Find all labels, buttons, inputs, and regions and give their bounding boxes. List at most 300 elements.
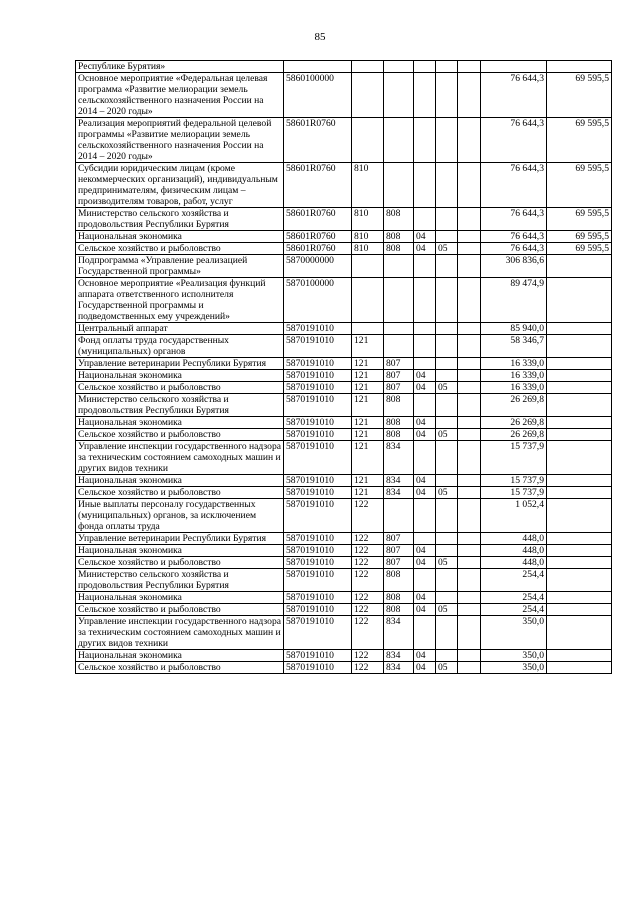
- table-row: [76, 278, 612, 323]
- table-row: [76, 499, 612, 533]
- cell-name: Национальная экономика: [76, 650, 284, 662]
- cell-amount-1: [458, 441, 481, 475]
- cell-amount-1: [458, 61, 481, 73]
- cell-amount-2: 254,4: [481, 604, 547, 616]
- cell-grbs: [384, 335, 414, 358]
- cell-grbs: 807: [384, 557, 414, 569]
- cell-section: 04: [414, 545, 436, 557]
- cell-grbs: 807: [384, 545, 414, 557]
- cell-section: [414, 394, 436, 417]
- cell-amount-1: [458, 73, 481, 118]
- cell-expense-type: [352, 323, 384, 335]
- cell-subsection: [436, 545, 458, 557]
- cell-section: [414, 358, 436, 370]
- table-row: [76, 441, 612, 475]
- cell-name: Министерство сельского хозяйства и продовольствия Республики Бурятия: [76, 208, 284, 231]
- cell-amount-3: [547, 323, 612, 335]
- cell-amount-2: 15 737,9: [481, 487, 547, 499]
- cell-code: 5870191010: [284, 592, 352, 604]
- cell-name: Национальная экономика: [76, 592, 284, 604]
- cell-grbs: 834: [384, 650, 414, 662]
- page-number: 85: [314, 31, 326, 43]
- cell-expense-type: 121: [352, 370, 384, 382]
- cell-grbs: 808: [384, 394, 414, 417]
- cell-subsection: [436, 475, 458, 487]
- cell-section: [414, 255, 436, 278]
- table-row: [76, 650, 612, 662]
- cell-section: 04: [414, 370, 436, 382]
- cell-name: Сельское хозяйство и рыболовство: [76, 604, 284, 616]
- cell-section: 04: [414, 662, 436, 674]
- cell-grbs: [384, 118, 414, 163]
- cell-code: 5870000000: [284, 255, 352, 278]
- cell-expense-type: 121: [352, 394, 384, 417]
- cell-subsection: [436, 417, 458, 429]
- cell-name: Подпрограмма «Управление реализацией Государственной программы»: [76, 255, 284, 278]
- cell-amount-1: [458, 370, 481, 382]
- cell-expense-type: 121: [352, 382, 384, 394]
- cell-amount-3: [547, 441, 612, 475]
- cell-amount-1: [458, 278, 481, 323]
- table-row: [76, 118, 612, 163]
- cell-amount-2: 76 644,3: [481, 118, 547, 163]
- cell-grbs: [384, 163, 414, 208]
- cell-expense-type: [352, 118, 384, 163]
- cell-name: Иные выплаты персоналу государственных (муниципальных) органов, за исключением фонда оплаты труда: [76, 499, 284, 533]
- cell-grbs: 808: [384, 569, 414, 592]
- cell-amount-3: [547, 545, 612, 557]
- cell-section: [414, 118, 436, 163]
- cell-amount-3: 69 595,5: [547, 118, 612, 163]
- cell-grbs: [384, 73, 414, 118]
- cell-code: 5870191010: [284, 429, 352, 441]
- cell-code: 5870191010: [284, 358, 352, 370]
- cell-grbs: 807: [384, 382, 414, 394]
- cell-amount-2: 26 269,8: [481, 429, 547, 441]
- cell-code: 5870191010: [284, 604, 352, 616]
- cell-section: 04: [414, 429, 436, 441]
- cell-code: 5870191010: [284, 499, 352, 533]
- cell-amount-2: 76 644,3: [481, 163, 547, 208]
- cell-amount-1: [458, 557, 481, 569]
- cell-amount-1: [458, 243, 481, 255]
- cell-name: Министерство сельского хозяйства и продовольствия Республики Бурятия: [76, 394, 284, 417]
- cell-amount-2: 16 339,0: [481, 358, 547, 370]
- cell-expense-type: 810: [352, 208, 384, 231]
- cell-amount-1: [458, 533, 481, 545]
- cell-grbs: 808: [384, 243, 414, 255]
- cell-section: 04: [414, 604, 436, 616]
- cell-amount-1: [458, 394, 481, 417]
- cell-name: Основное мероприятие «Федеральная целевая программа «Развитие мелиорации земель сельскохозяйственного назначения России на 2014 – 2020 годы»: [76, 73, 284, 118]
- cell-amount-3: [547, 429, 612, 441]
- table-row: [76, 487, 612, 499]
- cell-amount-3: 69 595,5: [547, 208, 612, 231]
- cell-section: [414, 323, 436, 335]
- cell-amount-3: [547, 616, 612, 650]
- cell-amount-1: [458, 604, 481, 616]
- cell-amount-3: [547, 499, 612, 533]
- cell-amount-3: [547, 557, 612, 569]
- table-row: [76, 394, 612, 417]
- cell-amount-2: 89 474,9: [481, 278, 547, 323]
- cell-amount-1: [458, 358, 481, 370]
- cell-name: Центральный аппарат: [76, 323, 284, 335]
- cell-name: Республике Бурятия»: [76, 61, 284, 73]
- cell-amount-1: [458, 650, 481, 662]
- cell-name: Фонд оплаты труда государственных (муниципальных) органов: [76, 335, 284, 358]
- cell-amount-2: 16 339,0: [481, 382, 547, 394]
- cell-amount-2: 76 644,3: [481, 73, 547, 118]
- cell-subsection: 05: [436, 429, 458, 441]
- cell-subsection: 05: [436, 243, 458, 255]
- cell-amount-3: [547, 278, 612, 323]
- cell-amount-2: 306 836,6: [481, 255, 547, 278]
- cell-amount-3: [547, 394, 612, 417]
- cell-code: 5870191010: [284, 662, 352, 674]
- cell-amount-2: [481, 61, 547, 73]
- cell-amount-1: [458, 208, 481, 231]
- cell-code: 5870191010: [284, 323, 352, 335]
- table-row: [76, 475, 612, 487]
- cell-amount-1: [458, 382, 481, 394]
- cell-section: [414, 73, 436, 118]
- cell-amount-2: 254,4: [481, 592, 547, 604]
- cell-section: [414, 441, 436, 475]
- cell-subsection: [436, 499, 458, 533]
- cell-subsection: [436, 370, 458, 382]
- cell-expense-type: 121: [352, 417, 384, 429]
- cell-amount-1: [458, 569, 481, 592]
- cell-name: Национальная экономика: [76, 231, 284, 243]
- cell-expense-type: 122: [352, 499, 384, 533]
- cell-amount-1: [458, 231, 481, 243]
- cell-code: 58601R0760: [284, 231, 352, 243]
- cell-section: 04: [414, 487, 436, 499]
- cell-name: Основное мероприятие «Реализация функций аппарата ответственного исполнителя Государственной программы и подведомственных ему учреждений»: [76, 278, 284, 323]
- cell-amount-1: [458, 662, 481, 674]
- cell-amount-1: [458, 118, 481, 163]
- cell-code: 5870191010: [284, 616, 352, 650]
- table-row: [76, 163, 612, 208]
- cell-code: 58601R0760: [284, 118, 352, 163]
- table-row: [76, 545, 612, 557]
- cell-amount-2: 15 737,9: [481, 441, 547, 475]
- cell-amount-3: 69 595,5: [547, 243, 612, 255]
- cell-amount-1: [458, 335, 481, 358]
- cell-amount-2: 16 339,0: [481, 370, 547, 382]
- table-row: [76, 255, 612, 278]
- table-row: [76, 616, 612, 650]
- cell-code: 5870191010: [284, 335, 352, 358]
- cell-grbs: 808: [384, 592, 414, 604]
- cell-name: Управление ветеринарии Республики Бурятия: [76, 533, 284, 545]
- cell-section: 04: [414, 557, 436, 569]
- cell-amount-2: 1 052,4: [481, 499, 547, 533]
- table-row: [76, 323, 612, 335]
- table-row: [76, 335, 612, 358]
- cell-grbs: 834: [384, 475, 414, 487]
- cell-name: Сельское хозяйство и рыболовство: [76, 243, 284, 255]
- cell-name: Национальная экономика: [76, 370, 284, 382]
- cell-name: Национальная экономика: [76, 475, 284, 487]
- budget-table: [75, 60, 612, 674]
- cell-code: 5870191010: [284, 487, 352, 499]
- table-row: [76, 231, 612, 243]
- table-row: [76, 61, 612, 73]
- table-row: [76, 557, 612, 569]
- cell-amount-3: 69 595,5: [547, 73, 612, 118]
- cell-grbs: 808: [384, 417, 414, 429]
- cell-subsection: [436, 358, 458, 370]
- cell-code: 5870191010: [284, 475, 352, 487]
- cell-amount-1: [458, 417, 481, 429]
- cell-expense-type: 122: [352, 662, 384, 674]
- cell-subsection: 05: [436, 557, 458, 569]
- cell-amount-3: [547, 370, 612, 382]
- cell-expense-type: 121: [352, 358, 384, 370]
- cell-expense-type: 122: [352, 545, 384, 557]
- cell-amount-1: [458, 616, 481, 650]
- cell-expense-type: [352, 278, 384, 323]
- cell-code: 5870191010: [284, 650, 352, 662]
- table-row: [76, 533, 612, 545]
- cell-expense-type: 121: [352, 429, 384, 441]
- cell-name: Национальная экономика: [76, 545, 284, 557]
- cell-name: Управление ветеринарии Республики Бурятия: [76, 358, 284, 370]
- cell-expense-type: 122: [352, 650, 384, 662]
- cell-name: Субсидии юридическим лицам (кроме некоммерческих организаций), индивидуальным предпринимателям, физическим лицам – производителям товаров, работ, услуг: [76, 163, 284, 208]
- cell-section: 04: [414, 417, 436, 429]
- cell-section: [414, 278, 436, 323]
- cell-amount-3: [547, 604, 612, 616]
- cell-subsection: [436, 650, 458, 662]
- cell-grbs: 807: [384, 358, 414, 370]
- cell-amount-2: 26 269,8: [481, 417, 547, 429]
- cell-name: Национальная экономика: [76, 417, 284, 429]
- cell-expense-type: 122: [352, 533, 384, 545]
- cell-subsection: [436, 278, 458, 323]
- table-row: [76, 662, 612, 674]
- cell-amount-2: 26 269,8: [481, 394, 547, 417]
- cell-grbs: [384, 278, 414, 323]
- cell-subsection: 05: [436, 662, 458, 674]
- cell-section: [414, 616, 436, 650]
- cell-subsection: [436, 118, 458, 163]
- cell-amount-3: [547, 475, 612, 487]
- cell-amount-2: 448,0: [481, 545, 547, 557]
- cell-code: 5870191010: [284, 394, 352, 417]
- cell-code: 58601R0760: [284, 208, 352, 231]
- cell-subsection: [436, 441, 458, 475]
- cell-subsection: [436, 61, 458, 73]
- cell-grbs: [384, 255, 414, 278]
- cell-subsection: [436, 255, 458, 278]
- cell-code: 58601R0760: [284, 243, 352, 255]
- cell-amount-1: [458, 545, 481, 557]
- cell-subsection: [436, 569, 458, 592]
- cell-expense-type: 810: [352, 163, 384, 208]
- cell-subsection: [436, 616, 458, 650]
- cell-section: 04: [414, 231, 436, 243]
- cell-code: 5870191010: [284, 533, 352, 545]
- cell-expense-type: 121: [352, 487, 384, 499]
- cell-subsection: [436, 163, 458, 208]
- cell-section: [414, 208, 436, 231]
- cell-amount-2: 350,0: [481, 616, 547, 650]
- cell-amount-1: [458, 255, 481, 278]
- cell-subsection: [436, 335, 458, 358]
- cell-expense-type: 121: [352, 475, 384, 487]
- cell-grbs: 834: [384, 487, 414, 499]
- cell-name: Сельское хозяйство и рыболовство: [76, 487, 284, 499]
- cell-expense-type: 122: [352, 604, 384, 616]
- cell-subsection: [436, 208, 458, 231]
- cell-amount-2: 254,4: [481, 569, 547, 592]
- cell-amount-3: 69 595,5: [547, 163, 612, 208]
- cell-expense-type: 121: [352, 441, 384, 475]
- cell-section: [414, 335, 436, 358]
- cell-code: 5870191010: [284, 557, 352, 569]
- cell-grbs: 834: [384, 441, 414, 475]
- cell-expense-type: 810: [352, 243, 384, 255]
- cell-subsection: 05: [436, 382, 458, 394]
- cell-name: Реализация мероприятий федеральной целевой программы «Развитие мелиорации земель сельскохозяйственного назначения России на 2014 – 2020 годы»: [76, 118, 284, 163]
- cell-name: Сельское хозяйство и рыболовство: [76, 557, 284, 569]
- cell-section: [414, 163, 436, 208]
- table-row: [76, 417, 612, 429]
- table-row: [76, 592, 612, 604]
- cell-grbs: 834: [384, 616, 414, 650]
- cell-expense-type: 121: [352, 335, 384, 358]
- cell-expense-type: 122: [352, 592, 384, 604]
- cell-subsection: [436, 592, 458, 604]
- cell-amount-1: [458, 475, 481, 487]
- cell-amount-3: [547, 592, 612, 604]
- cell-amount-3: [547, 533, 612, 545]
- cell-expense-type: [352, 73, 384, 118]
- cell-grbs: [384, 61, 414, 73]
- cell-amount-2: 76 644,3: [481, 208, 547, 231]
- cell-amount-1: [458, 429, 481, 441]
- cell-name: Министерство сельского хозяйства и продовольствия Республики Бурятия: [76, 569, 284, 592]
- cell-code: 5870191010: [284, 441, 352, 475]
- cell-subsection: [436, 231, 458, 243]
- cell-grbs: [384, 499, 414, 533]
- cell-amount-2: 76 644,3: [481, 243, 547, 255]
- table-row: [76, 73, 612, 118]
- cell-amount-3: [547, 61, 612, 73]
- cell-amount-3: [547, 335, 612, 358]
- cell-expense-type: 122: [352, 569, 384, 592]
- cell-amount-3: [547, 650, 612, 662]
- cell-grbs: [384, 323, 414, 335]
- cell-code: 5870191010: [284, 417, 352, 429]
- cell-amount-1: [458, 323, 481, 335]
- cell-amount-3: [547, 569, 612, 592]
- cell-expense-type: [352, 255, 384, 278]
- cell-grbs: 808: [384, 429, 414, 441]
- cell-name: Сельское хозяйство и рыболовство: [76, 382, 284, 394]
- cell-section: 04: [414, 243, 436, 255]
- cell-amount-3: [547, 487, 612, 499]
- cell-amount-2: 350,0: [481, 662, 547, 674]
- cell-name: Сельское хозяйство и рыболовство: [76, 662, 284, 674]
- cell-section: [414, 61, 436, 73]
- cell-amount-1: [458, 163, 481, 208]
- cell-section: 04: [414, 650, 436, 662]
- cell-grbs: 808: [384, 208, 414, 231]
- cell-amount-2: 350,0: [481, 650, 547, 662]
- cell-name: Управление инспекции государственного надзора за техническим состоянием самоходных машин и других видов техники: [76, 616, 284, 650]
- cell-amount-2: 15 737,9: [481, 475, 547, 487]
- cell-code: 5870191010: [284, 382, 352, 394]
- cell-amount-3: [547, 662, 612, 674]
- table-row: [76, 208, 612, 231]
- cell-code: 5870191010: [284, 370, 352, 382]
- cell-code: 58601R0760: [284, 163, 352, 208]
- cell-section: [414, 533, 436, 545]
- cell-section: 04: [414, 382, 436, 394]
- cell-amount-2: 448,0: [481, 533, 547, 545]
- cell-subsection: [436, 394, 458, 417]
- cell-subsection: 05: [436, 604, 458, 616]
- cell-amount-1: [458, 592, 481, 604]
- table-row: [76, 429, 612, 441]
- cell-expense-type: 122: [352, 616, 384, 650]
- table-row: [76, 604, 612, 616]
- table-row: [76, 382, 612, 394]
- cell-grbs: 834: [384, 662, 414, 674]
- cell-grbs: 808: [384, 604, 414, 616]
- table-row: [76, 569, 612, 592]
- cell-subsection: 05: [436, 487, 458, 499]
- table-row: [76, 370, 612, 382]
- cell-section: [414, 569, 436, 592]
- cell-amount-3: [547, 417, 612, 429]
- cell-expense-type: 810: [352, 231, 384, 243]
- cell-name: Сельское хозяйство и рыболовство: [76, 429, 284, 441]
- table-row: [76, 243, 612, 255]
- cell-amount-1: [458, 499, 481, 533]
- cell-code: 5870191010: [284, 545, 352, 557]
- cell-section: 04: [414, 475, 436, 487]
- cell-amount-2: 58 346,7: [481, 335, 547, 358]
- table-row: [76, 358, 612, 370]
- cell-amount-1: [458, 487, 481, 499]
- cell-amount-3: 69 595,5: [547, 231, 612, 243]
- cell-code: [284, 61, 352, 73]
- cell-amount-2: 448,0: [481, 557, 547, 569]
- cell-code: 5870100000: [284, 278, 352, 323]
- cell-expense-type: 122: [352, 557, 384, 569]
- cell-grbs: 807: [384, 370, 414, 382]
- cell-subsection: [436, 533, 458, 545]
- cell-grbs: 808: [384, 231, 414, 243]
- cell-expense-type: [352, 61, 384, 73]
- cell-grbs: 807: [384, 533, 414, 545]
- cell-amount-3: [547, 255, 612, 278]
- cell-subsection: [436, 73, 458, 118]
- cell-subsection: [436, 323, 458, 335]
- cell-amount-2: 76 644,3: [481, 231, 547, 243]
- cell-code: 5870191010: [284, 569, 352, 592]
- cell-section: [414, 499, 436, 533]
- cell-amount-3: [547, 358, 612, 370]
- cell-code: 5860100000: [284, 73, 352, 118]
- cell-section: 04: [414, 592, 436, 604]
- cell-name: Управление инспекции государственного надзора за техническим состоянием самоходных машин и других видов техники: [76, 441, 284, 475]
